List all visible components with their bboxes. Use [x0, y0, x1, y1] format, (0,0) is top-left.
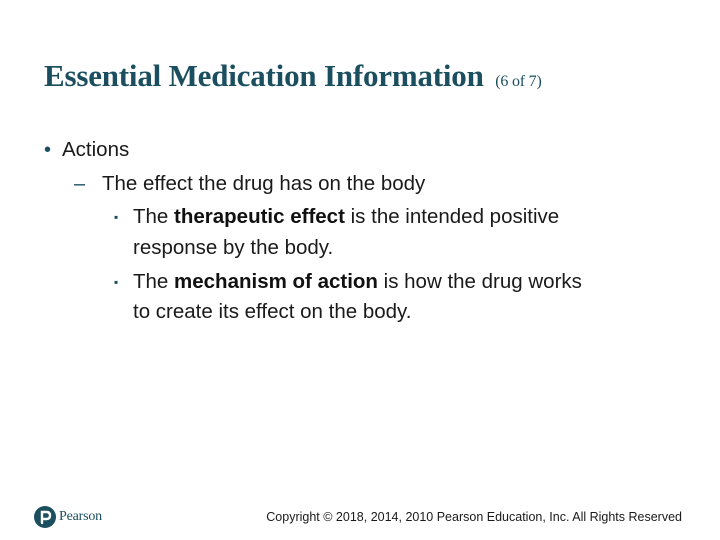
- term-mechanism-of-action: mechanism of action: [174, 270, 378, 293]
- term-therapeutic-effect: therapeutic effect: [174, 205, 345, 228]
- bullet-mechanism-of-action: [133, 270, 582, 294]
- bullet-therapeutic-effect: [133, 205, 559, 229]
- text-segment: is the intended positive: [344, 205, 560, 228]
- bullet-marker-level3: ▪: [114, 210, 119, 224]
- title-suffix: (6 of 7): [495, 73, 542, 90]
- copyright-notice: Copyright © 2018, 2014, 2010 Pearson Education, Inc. All Rights Reserved: [266, 510, 682, 524]
- bullet-therapeutic-effect-cont: response by the body.: [133, 236, 334, 259]
- bullet-marker-level2: –: [74, 173, 86, 195]
- bullet-mechanism-of-action-cont: to create its effect on the body.: [133, 300, 412, 323]
- title-text: Essential Medication Information: [44, 58, 484, 93]
- bullet-actions: Actions: [62, 138, 130, 161]
- slide-title: [44, 58, 542, 94]
- pearson-logo-text: Pearson: [59, 509, 102, 524]
- text-segment: The: [133, 270, 175, 293]
- pearson-logo: [34, 505, 102, 529]
- bullet-drug-effect: The effect the drug has on the body: [102, 172, 426, 195]
- pearson-logo-icon: [34, 506, 56, 528]
- text-segment: is how the drug works: [377, 270, 582, 293]
- bullet-marker-level3: ▪: [114, 275, 119, 289]
- bullet-marker-level1: •: [44, 139, 52, 161]
- text-segment: The: [133, 205, 175, 228]
